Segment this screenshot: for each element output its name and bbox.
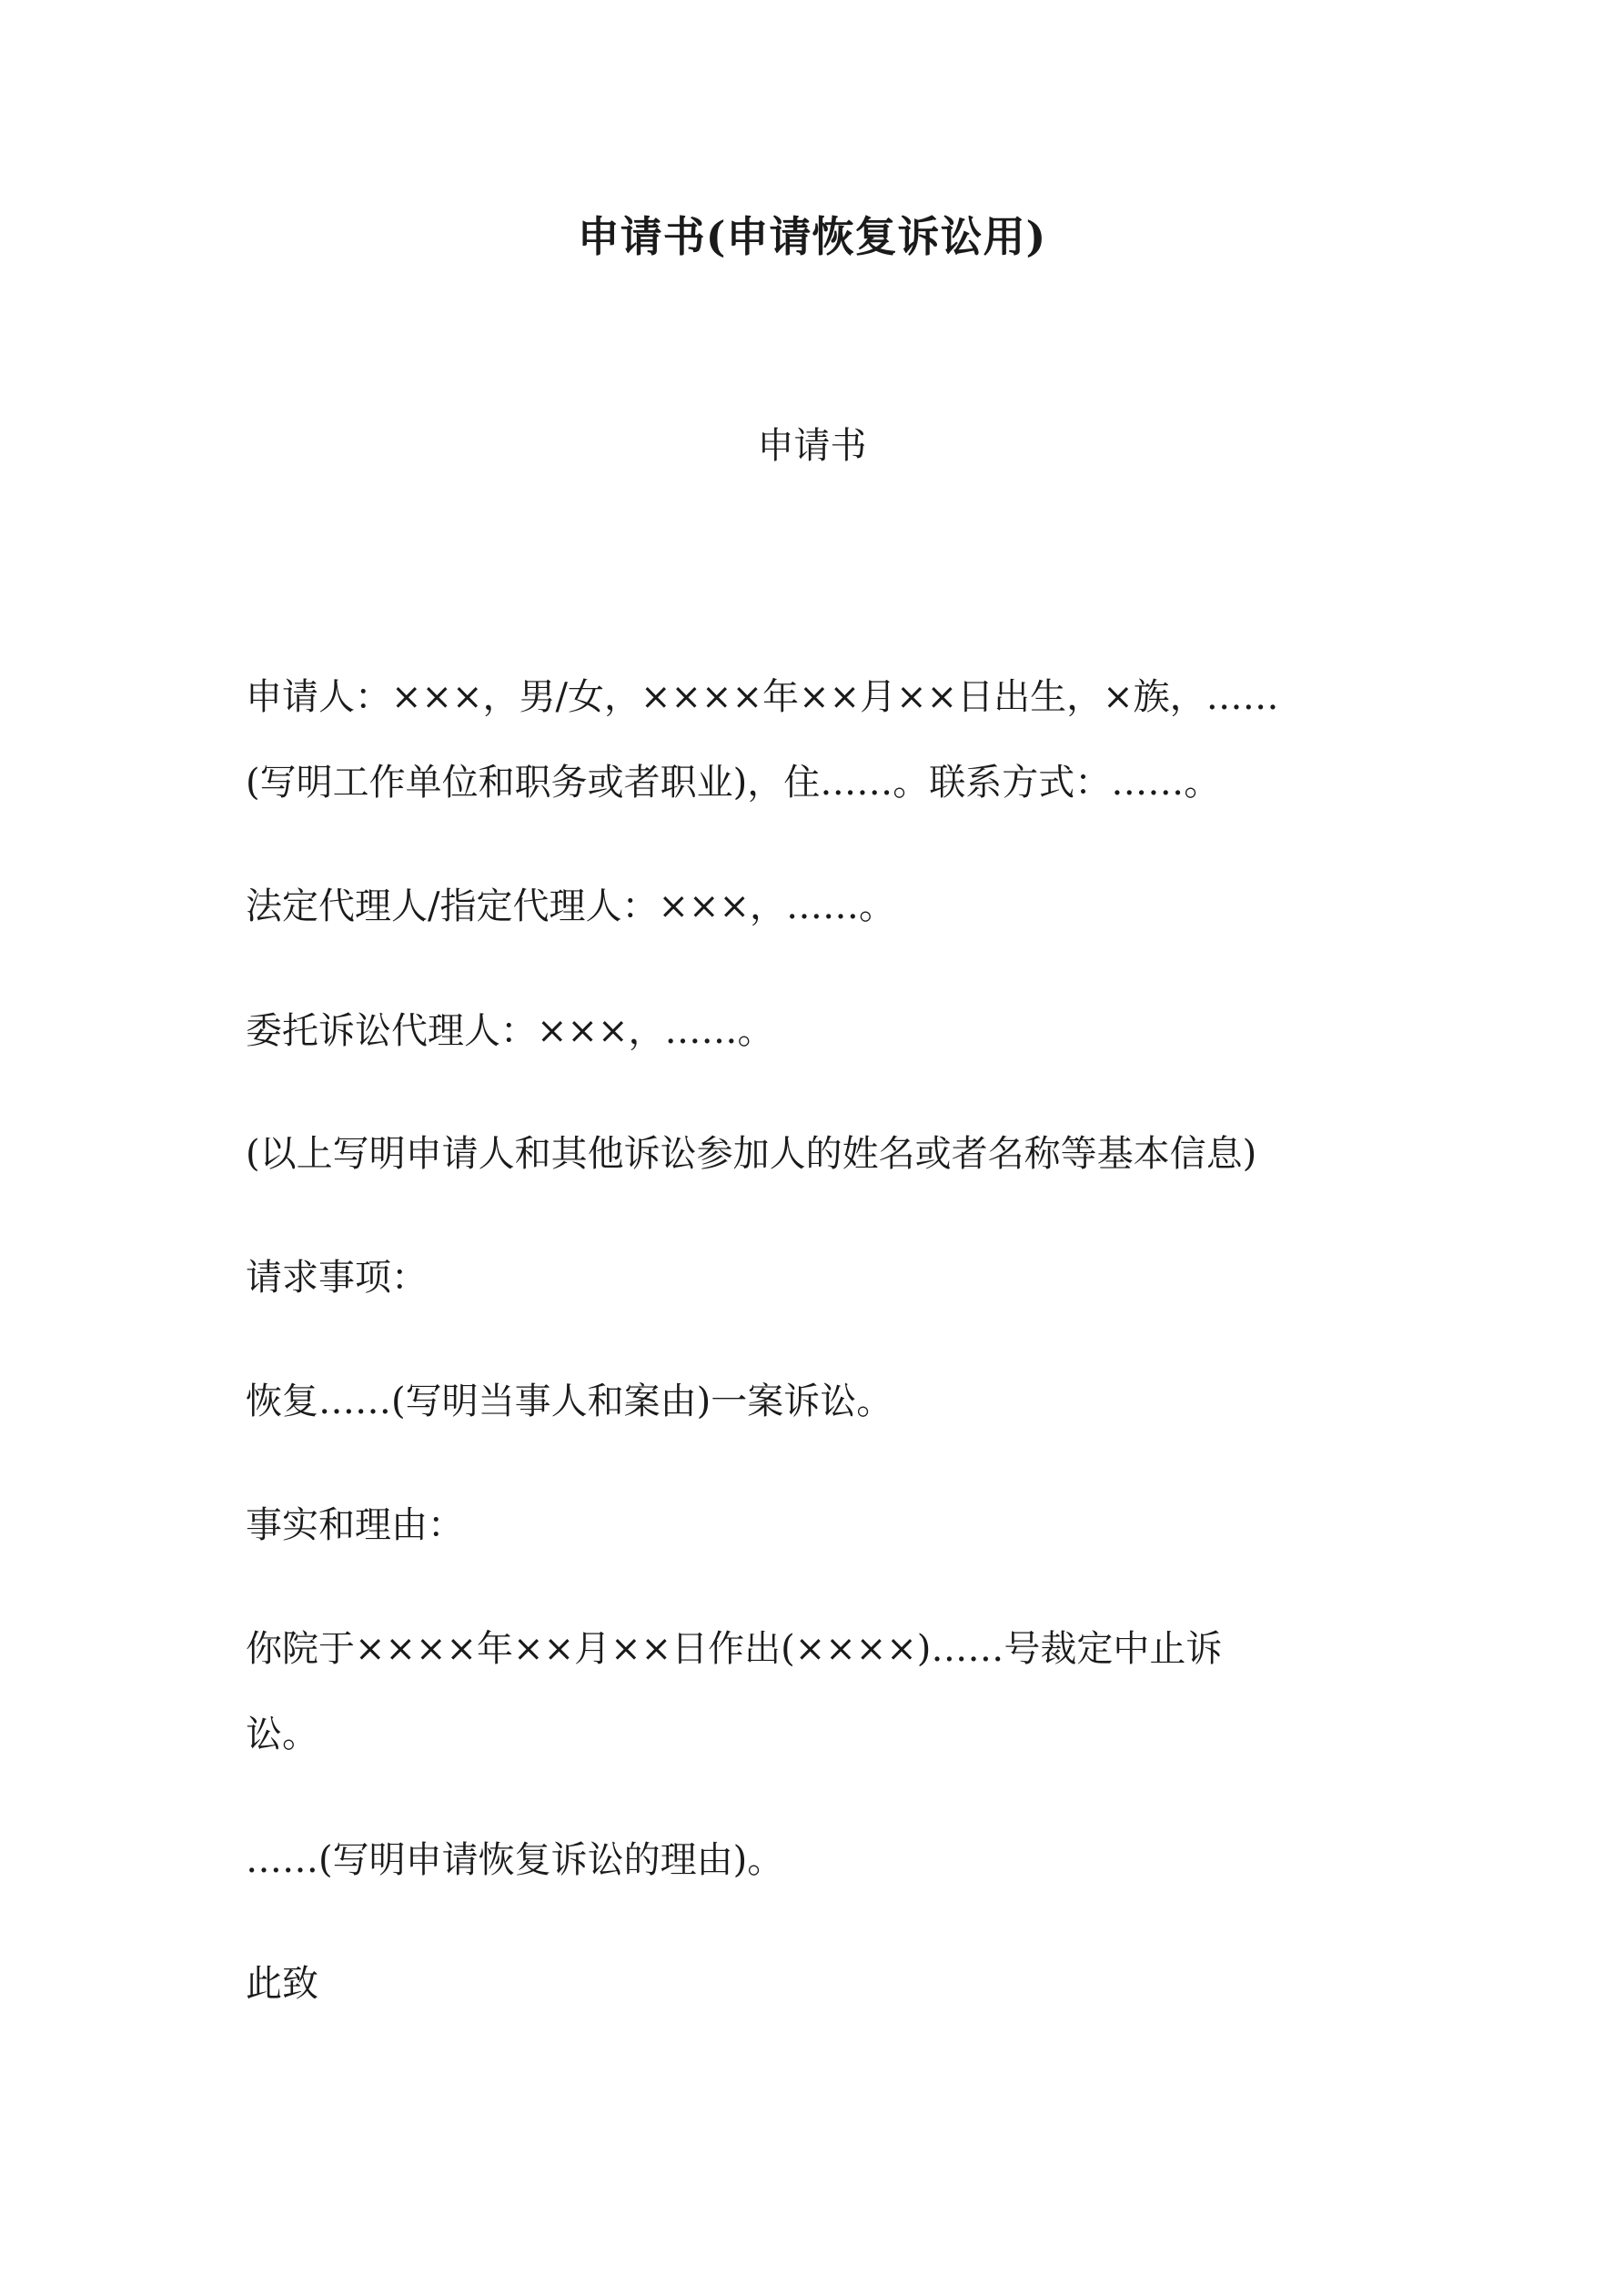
request-items-paragraph: [246, 1376, 1383, 1427]
legal-representative-line: 法定代理人/指定代理人：×××，……。: [246, 885, 896, 927]
resume-reasons-paragraph: [246, 1835, 1383, 1886]
applicant-paragraph: [246, 672, 1383, 808]
request-items-line: 恢复……(写明当事人和案由)一案诉讼。: [246, 1381, 893, 1422]
legal-representative-paragraph: [246, 881, 1383, 932]
closing-salutation-line: 此致: [246, 1963, 318, 2005]
request-items-heading-line: 请求事项：: [246, 1257, 428, 1299]
facts-reasons-heading: [246, 1500, 1383, 1551]
closing-salutation: [246, 1958, 1383, 2009]
facts-reasons-heading-line: 事实和理由：: [246, 1504, 464, 1546]
applicant-line-2: (写明工作单位和职务或者职业)，住……。联系方式：……。: [246, 762, 1221, 804]
document-subtitle: 申请书: [757, 425, 867, 467]
suspension-ruling-line-1: 你院于××××年××月××日作出(××××)……号裁定中止诉: [246, 1628, 1223, 1670]
entrusted-agent-paragraph: [246, 1006, 1383, 1057]
applicant-line-1: 申请人：×××，男/女，××××年××月××日出生，×族，……: [246, 676, 1279, 718]
document-title: 申请书(申请恢复诉讼用): [577, 212, 1047, 261]
request-items-heading: [246, 1252, 1383, 1303]
suspension-ruling-paragraph: [246, 1623, 1383, 1760]
resume-reasons-line: ……(写明申请恢复诉讼的理由)。: [246, 1839, 784, 1881]
basic-info-note-paragraph: [246, 1128, 1383, 1179]
suspension-ruling-line-2: 讼。: [246, 1714, 318, 1755]
entrusted-agent-line: 委托诉讼代理人：×××，……。: [246, 1010, 774, 1052]
basic-info-note-line: (以上写明申请人和其他诉讼参加人的姓名或者名称等基本信息): [246, 1133, 1257, 1175]
